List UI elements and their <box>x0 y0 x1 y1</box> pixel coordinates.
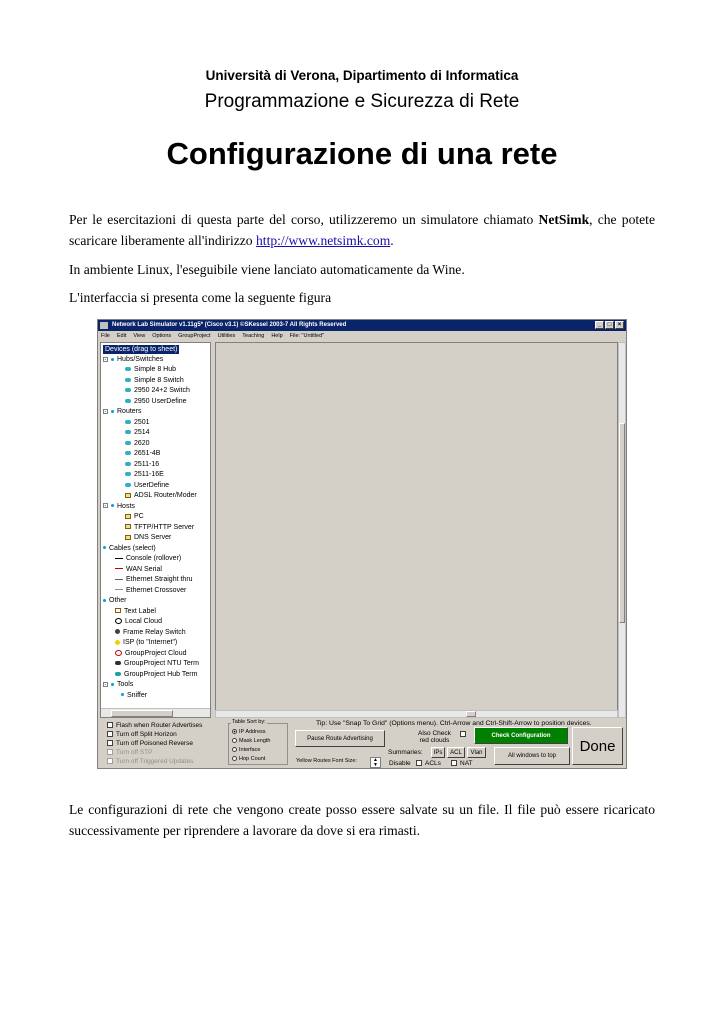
disable-acls-checkbox[interactable] <box>416 759 441 768</box>
pause-route-advertising-button[interactable]: Pause Route Advertising <box>295 730 385 747</box>
tree-item[interactable] <box>115 575 193 584</box>
radio-icon[interactable] <box>232 756 237 761</box>
checkbox-label: ACLs <box>425 760 441 767</box>
sniffer-icon <box>121 693 124 696</box>
tree-other[interactable] <box>103 596 127 605</box>
tree-item-label: ADSL Router/Moder <box>134 492 197 499</box>
option-split-horizon-checkbox[interactable] <box>107 730 177 739</box>
checkbox-icon[interactable] <box>460 731 466 737</box>
tree-hosts-label: Hosts <box>117 502 135 510</box>
tree-tools[interactable] <box>103 680 133 689</box>
option-label: Turn off Poisoned Reverse <box>116 740 193 747</box>
straight-cable-icon <box>115 579 123 580</box>
router-icon <box>125 420 131 424</box>
intro-text: Per le esercitazioni di questa parte del corso, utilizzeremo un simulatore chiamato <box>69 212 539 227</box>
summary-acl-button[interactable]: ACL <box>447 747 465 758</box>
router-icon <box>125 451 131 455</box>
menu-edit[interactable]: Edit <box>116 333 127 339</box>
option-label: Flash when Router Advertises <box>116 722 203 729</box>
tree-cables[interactable] <box>103 544 156 553</box>
tree-item[interactable] <box>115 554 181 563</box>
checkbox-icon[interactable] <box>451 760 457 766</box>
switch-icon <box>125 388 131 392</box>
font-size-spinner[interactable]: ▲ ▼ <box>370 757 381 768</box>
menu-view[interactable]: View <box>133 333 146 339</box>
menu-utilities[interactable]: Utilities <box>217 333 236 339</box>
minimize-icon[interactable]: _ <box>595 321 604 329</box>
also-check-label <box>418 730 451 744</box>
router-icon <box>125 483 131 487</box>
summaries-label: Summaries: <box>388 749 423 756</box>
tree-item-label: Simple 8 Switch <box>134 376 184 384</box>
tree-item[interactable] <box>125 512 144 521</box>
option-triggered-updates-checkbox[interactable] <box>107 757 193 766</box>
tree-item[interactable] <box>115 586 186 595</box>
option-flash-checkbox[interactable] <box>107 721 202 730</box>
tree-item-label: Ethernet Crossover <box>126 586 187 594</box>
window-title: Network Lab Simulator v1.11g5* (Cisco v3.1) ©SKessel 2003-7 All Rights Reserved <box>112 322 347 328</box>
scroll-thumb[interactable] <box>619 423 625 623</box>
tree-item[interactable] <box>115 670 197 679</box>
netsimk-link[interactable]: http://www.netsimk.com <box>256 233 391 248</box>
tree-item-label: 2501 <box>134 418 150 426</box>
tip-text: Tip: Use "Snap To Grid" (Options menu). Ctrl-Arrow and Ctrl-Shift-Arrow to position devices. <box>316 720 592 727</box>
hub-icon <box>125 367 131 371</box>
option-poisoned-reverse-checkbox[interactable] <box>107 739 193 748</box>
collapse-icon[interactable]: - <box>104 408 107 415</box>
isp-icon <box>115 640 120 645</box>
menu-teaching[interactable]: Teaching <box>242 333 265 339</box>
tree-item[interactable] <box>115 649 186 658</box>
pc-icon <box>125 514 131 519</box>
tree-item-label: DNS Server <box>134 534 172 541</box>
checkbox-icon[interactable] <box>107 740 113 746</box>
tree-hosts[interactable] <box>103 502 135 511</box>
radio-label: IP Address <box>239 729 266 735</box>
folder-dot-icon <box>111 683 114 686</box>
router-icon <box>125 441 131 445</box>
checkbox-icon[interactable] <box>107 749 113 755</box>
sort-hop-radio[interactable] <box>232 755 265 763</box>
tree-horizontal-scrollbar[interactable] <box>101 708 210 717</box>
tree-item-label: Frame Relay Switch <box>123 628 186 636</box>
menu-bar <box>98 331 627 341</box>
tree-root[interactable] <box>103 345 179 354</box>
table-sort-group <box>228 719 288 765</box>
tree-item[interactable] <box>115 607 156 616</box>
intro-text-2: , che potete scaricare liberamente all'indirizzo <box>69 212 655 248</box>
folder-dot-icon <box>103 546 106 549</box>
tree-item[interactable] <box>125 491 197 500</box>
tree-item[interactable] <box>125 481 169 490</box>
radio-selected-icon[interactable] <box>232 729 237 734</box>
menu-groupproject[interactable]: GroupProject <box>178 333 211 339</box>
collapse-icon[interactable]: - <box>104 503 107 510</box>
tree-item-label: ISP (to "Internet") <box>123 639 178 646</box>
tree-item[interactable] <box>125 460 159 469</box>
tree-item[interactable] <box>125 523 194 532</box>
tree-item[interactable] <box>125 533 171 542</box>
server-icon <box>125 524 131 529</box>
collapse-icon[interactable]: - <box>104 356 107 363</box>
tree-tools-label: Tools <box>117 681 134 688</box>
tree-item-label: 2514 <box>134 429 150 436</box>
also-check-checkbox[interactable] <box>460 730 469 739</box>
tree-root-label: Devices (drag to sheet) <box>105 346 178 353</box>
folder-dot-icon <box>103 599 106 602</box>
option-label: Turn off STP <box>116 749 153 756</box>
tree-item-label: 2511-16 <box>134 460 160 468</box>
console-cable-icon <box>115 558 123 559</box>
checkbox-label: NAT <box>460 760 473 767</box>
switch-icon <box>125 399 131 403</box>
tree-other-label: Other <box>109 597 127 604</box>
tree-item-label: 2950 UserDefine <box>134 397 187 405</box>
checkbox-icon[interactable] <box>107 722 113 728</box>
tree-hubs[interactable] <box>103 355 163 364</box>
tree-item-label: Console (rollover) <box>126 555 182 562</box>
summary-vlan-button[interactable]: Vlan <box>467 747 486 758</box>
maximize-icon[interactable]: □ <box>605 321 614 329</box>
menu-file[interactable]: File <box>101 333 110 339</box>
paragraph-save-config: Le configurazioni di rete che vengono create posso essere salvate su un file. Il file può essere ricaricato successivamente per riprendere a lavorare da dove si era rimasti. <box>69 802 655 838</box>
scroll-thumb[interactable] <box>466 711 476 717</box>
frame-relay-icon <box>115 629 120 634</box>
tree-item[interactable] <box>125 439 150 448</box>
tree-cables-label: Cables (select) <box>109 544 156 552</box>
switch-icon <box>125 378 131 382</box>
radio-label: Interface <box>239 747 261 753</box>
control-panel <box>98 720 626 769</box>
tree-item-label: 2950 24+2 Switch <box>134 387 190 394</box>
tree-item-label: Sniffer <box>127 691 148 699</box>
radio-icon[interactable] <box>232 738 237 743</box>
canvas-vertical-scrollbar[interactable] <box>618 342 626 718</box>
folder-dot-icon <box>111 358 114 361</box>
simulator-screenshot <box>97 319 627 769</box>
font-size-label: Yellow Routes Font Size: <box>296 758 357 764</box>
radio-label: Mask Length <box>239 738 271 744</box>
tree-item-label: 2651-4B <box>134 450 161 457</box>
tree-item[interactable] <box>125 449 160 458</box>
tree-item-label: 2511-16E <box>134 471 164 478</box>
router-icon <box>125 462 131 466</box>
tree-routers-label: Routers <box>117 408 142 415</box>
menu-file-name: File: "Untitled" <box>289 333 325 339</box>
paragraph-figure-intro: L'interfaccia si presenta come la seguente figura <box>69 290 332 305</box>
folder-dot-icon <box>111 410 114 413</box>
device-tree <box>100 342 211 718</box>
tree-item-label: UserDefine <box>134 481 170 489</box>
tree-item-label: Ethernet Straight thru <box>126 576 193 583</box>
router-icon <box>125 430 131 434</box>
tree-item[interactable] <box>125 418 150 427</box>
tree-item-label: PC <box>134 513 144 520</box>
disable-nat-checkbox[interactable] <box>451 759 473 768</box>
tree-item[interactable] <box>115 659 199 668</box>
tree-item[interactable] <box>115 565 162 574</box>
folder-dot-icon <box>111 504 114 507</box>
tree-item[interactable] <box>125 470 164 479</box>
text-label-icon <box>115 608 121 613</box>
window-titlebar <box>98 320 626 331</box>
tree-hubs-label: Hubs/Switches <box>117 356 164 363</box>
option-label: Turn off Triggered Updates <box>116 758 194 765</box>
menu-options[interactable]: Options <box>152 333 172 339</box>
checkbox-icon[interactable] <box>107 731 113 737</box>
radio-label: Hop Count <box>239 756 266 762</box>
tree-item-label: Simple 8 Hub <box>134 366 177 373</box>
checkbox-icon[interactable] <box>107 758 113 764</box>
disable-label: Disable <box>389 760 411 767</box>
paragraph-intro <box>69 209 655 251</box>
tree-item[interactable] <box>115 628 186 637</box>
crossover-cable-icon <box>115 589 123 590</box>
scroll-thumb[interactable] <box>111 710 173 717</box>
cloud-icon <box>115 618 122 624</box>
tree-item-label: WAN Serial <box>126 565 162 573</box>
tree-item[interactable] <box>125 376 184 385</box>
table-sort-legend: Table Sort by: <box>232 719 266 725</box>
radio-icon[interactable] <box>232 747 237 752</box>
tree-item-label: TFTP/HTTP Server <box>134 523 195 531</box>
tree-item[interactable] <box>125 428 150 437</box>
course-heading: Programmazione e Sicurezza di Rete <box>204 91 520 112</box>
option-stp-checkbox[interactable] <box>107 748 153 757</box>
tree-item-label: GroupProject Hub Term <box>124 670 198 678</box>
menu-help[interactable]: Help <box>271 333 283 339</box>
red-clouds-text: red clouds <box>419 737 450 744</box>
collapse-icon[interactable]: - <box>104 681 107 688</box>
ntu-icon <box>115 661 121 665</box>
option-label: Turn off Split Horizon <box>116 731 177 738</box>
university-heading: Università di Verona, Dipartimento di Informatica <box>205 68 519 83</box>
sort-ip-radio[interactable] <box>232 728 266 736</box>
tree-item[interactable] <box>125 365 176 374</box>
paragraph-linux: In ambiente Linux, l'eseguibile viene lanciato automaticamente da Wine. <box>69 262 465 277</box>
sort-interface-radio[interactable] <box>232 746 260 754</box>
app-icon <box>100 322 108 329</box>
serial-cable-icon <box>115 568 123 569</box>
sort-mask-radio[interactable] <box>232 737 271 745</box>
all-windows-to-top-button[interactable]: All windows to top <box>494 747 570 765</box>
close-icon[interactable]: × <box>615 321 624 329</box>
cloud-icon <box>115 650 122 656</box>
canvas-horizontal-scrollbar[interactable] <box>215 710 618 718</box>
tree-item[interactable] <box>115 638 177 647</box>
tree-item-label: Local Cloud <box>125 618 162 625</box>
done-button[interactable]: Done <box>572 727 623 765</box>
check-configuration-button[interactable]: Check Configuration <box>474 727 568 744</box>
also-check-text: Also Check <box>418 730 451 737</box>
tree-item[interactable] <box>125 397 187 406</box>
netsimk-name: NetSimk <box>538 212 590 227</box>
checkbox-icon[interactable] <box>416 760 422 766</box>
network-canvas[interactable] <box>215 342 618 718</box>
tree-routers[interactable] <box>103 407 142 416</box>
page-title: Configurazione di una rete <box>166 136 558 171</box>
tree-item-label: Text Label <box>124 607 156 615</box>
server-icon <box>125 535 131 540</box>
hub-term-icon <box>115 672 121 676</box>
tree-item-label: GroupProject NTU Term <box>124 660 199 667</box>
router-icon <box>125 472 131 476</box>
summary-ips-button[interactable]: IPs <box>431 747 445 758</box>
tree-item[interactable] <box>125 386 190 395</box>
tree-item-label: GroupProject Cloud <box>125 649 187 657</box>
modem-icon <box>125 493 131 498</box>
tree-item[interactable] <box>115 617 162 626</box>
tree-item-label: 2620 <box>134 439 150 447</box>
tree-item[interactable] <box>121 691 147 700</box>
intro-period: . <box>390 233 394 248</box>
